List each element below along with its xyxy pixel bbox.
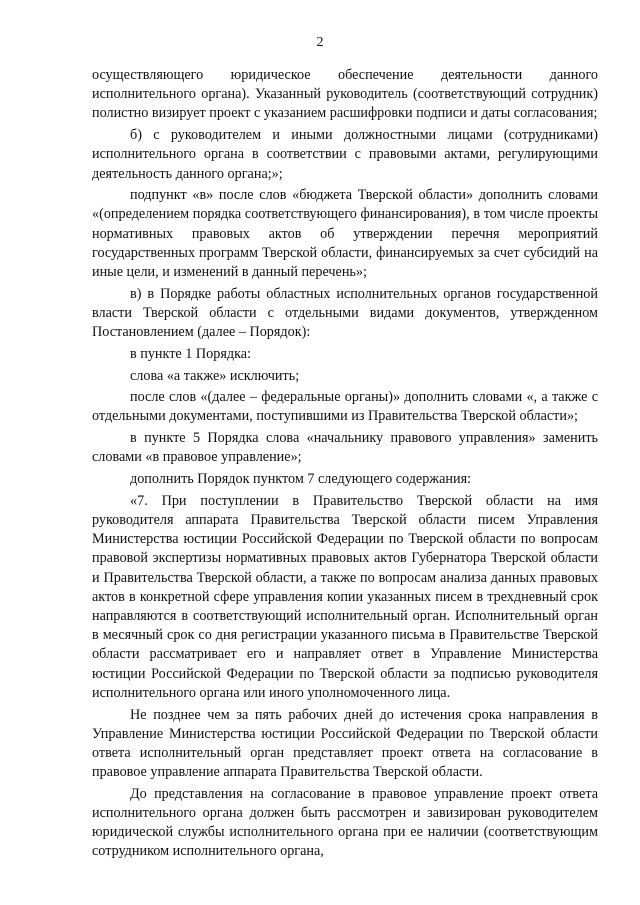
paragraph-6: слова «а также» исключить; <box>130 367 300 384</box>
paragraph-12: До представления на согласование в правовое управление проект ответа исполнительного органа должен быть рассмотрен и завизирован руководителем юридической службы исполнительного органа при ее наличии (соответствующим сотрудником исполнительного органа, <box>92 785 598 860</box>
paragraph-4: в) в Порядке работы областных исполнительных органов государственной власти Тверской области с отдельными видами документов, утвержденном Постановлением (далее – Порядок): <box>92 285 598 341</box>
paragraph-7: после слов «(далее – федеральные органы)» дополнить словами «, а также с отдельными документами, поступившими из Правительства Тверской области»; <box>92 389 598 425</box>
paragraph-1: осуществляющего юридическое обеспечение деятельности данного исполнительного органа). Указанный руководитель (соответствующий сотрудник) полистно визирует проект с указанием расшифровки подписи и даты согласования; <box>92 67 598 122</box>
page-number: 2 <box>316 35 324 50</box>
paragraph-9: дополнить Порядок пунктом 7 следующего содержания: <box>130 471 472 488</box>
paragraph-10: «7. При поступлении в Правительство Тверской области на имя руководителя аппарата Правительства Тверской области писем Управления Министерства юстиции Российской Федерации по Тверской области по вопросам правовой экспертизы нормативных правовых актов Губернатора Тверской области и Правительства Тверской области, а также по вопросам анализа данных правовых актов в конкретной сфере управления копии указанных писем в трехдневный срок направляются в соответствующий исполнительный орган. Исполнительный орган в месячный срок со дня регистрации указанного письма в Правительстве Тверской области рассматривает его и направляет ответ в Управление Министерства юстиции Российской Федерации по Тверской области за подписью руководителя исполнительного органа или иного уполномоченного лица. <box>92 492 598 701</box>
paragraph-3: подпункт «в» после слов «бюджета Тверской области» дополнить словами «(определением порядка соответствующего финансирования), в том числе проекты нормативных правовых актов об утверждении перечня мероприятий государственных программ Тверской области, финансируемых за счет субсидий на иные цели, и изменений в данный перечень»; <box>92 187 598 281</box>
paragraph-2: б) с руководителем и иными должностными лицами (сотрудниками) исполнительного органа в соответствии с правовыми актами, регулирующими деятельность данного органа;»; <box>92 127 598 182</box>
paragraph-5: в пункте 1 Порядка: <box>130 345 252 362</box>
document-body <box>92 66 598 864</box>
paragraph-8: в пункте 5 Порядка слова «начальнику правового управления» заменить словами «в правовое управление»; <box>92 430 598 466</box>
paragraph-11: Не позднее чем за пять рабочих дней до истечения срока направления в Управление Министерства юстиции Российской Федерации по Тверской области ответа исполнительный орган представляет проект ответа на согласование в правовое управление аппарата Правительства Тверской области. <box>92 706 598 781</box>
